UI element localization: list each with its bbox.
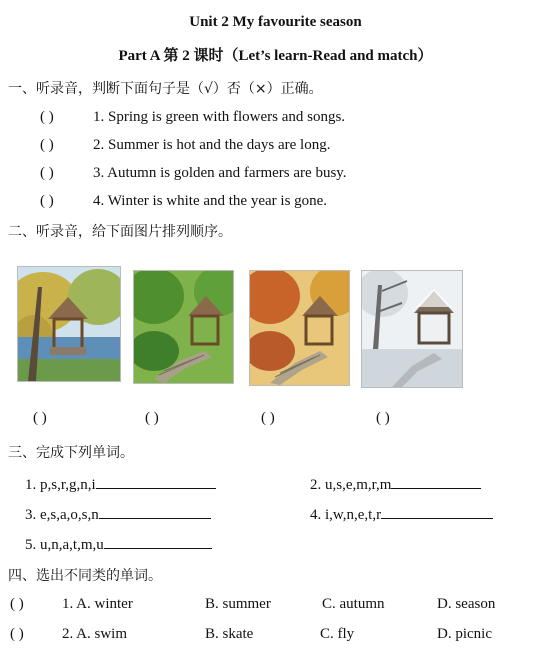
s3-blank-2[interactable] xyxy=(391,475,481,489)
s1-sentence-1: 1. Spring is green with flowers and songs. xyxy=(93,109,346,125)
s3-word-1 xyxy=(25,475,216,494)
s1-bracket-4: ( ) xyxy=(40,193,54,209)
s3-word-5 xyxy=(25,535,212,554)
s3-blank-3[interactable] xyxy=(99,505,211,519)
autumn-path-pavilion-picture xyxy=(249,270,350,386)
section4-heading: 四、选出不同类的单词。 xyxy=(8,568,162,584)
s4-q2-option-c: C. fly xyxy=(320,626,355,642)
s4-q2-option-b: B. skate xyxy=(205,626,254,642)
s1-bracket-1: ( ) xyxy=(40,109,54,125)
s3-word-2-letters: 2. u,s,e,m,r,m xyxy=(310,477,392,493)
s1-bracket-2: ( ) xyxy=(40,137,54,153)
page-subtitle: Part A 第 2 课时（Let’s learn-Read and match） xyxy=(118,48,433,64)
winter-pavilion-picture xyxy=(361,270,463,388)
s4-bracket-2: ( ) xyxy=(10,626,24,642)
s1-bracket-3: ( ) xyxy=(40,165,54,181)
section3-heading: 三、完成下列单词。 xyxy=(8,445,134,461)
s3-word-4-letters: 4. i,w,n,e,t,r xyxy=(310,507,382,523)
s3-word-1-letters: 1. p,s,r,g,n,i xyxy=(25,477,96,493)
section1-heading: 一、听录音，判断下面句子是（√）否（×）正确。 xyxy=(8,81,323,97)
s4-q2-option-a: 2. A. swim xyxy=(62,626,128,642)
s3-word-3-letters: 3. e,s,a,o,s,n xyxy=(25,507,99,523)
s4-q1-option-c: C. autumn xyxy=(322,596,385,612)
s4-q1-option-d: D. season xyxy=(437,596,496,612)
s1-sentence-3: 3. Autumn is golden and farmers are busy. xyxy=(93,165,347,181)
s3-blank-5[interactable] xyxy=(104,535,212,549)
s2-bracket-3: ( ) xyxy=(261,410,275,426)
s2-bracket-2: ( ) xyxy=(145,410,159,426)
page-title: Unit 2 My favourite season xyxy=(189,14,362,30)
s4-q2-option-d: D. picnic xyxy=(437,626,492,642)
s2-bracket-4: ( ) xyxy=(376,410,390,426)
section2-heading: 二、听录音，给下面图片排列顺序。 xyxy=(8,224,232,240)
summer-pavilion-picture xyxy=(133,270,234,384)
s3-blank-1[interactable] xyxy=(96,475,216,489)
s3-blank-4[interactable] xyxy=(381,505,493,519)
s4-q1-option-b: B. summer xyxy=(205,596,271,612)
s3-word-2 xyxy=(310,475,481,494)
s4-bracket-1: ( ) xyxy=(10,596,24,612)
s4-q1-option-a: 1. A. winter xyxy=(62,596,133,612)
s2-bracket-1: ( ) xyxy=(33,410,47,426)
s1-sentence-4: 4. Winter is white and the year is gone. xyxy=(93,193,328,209)
autumn-pavilion-picture xyxy=(17,266,121,382)
s1-sentence-2: 2. Summer is hot and the days are long. xyxy=(93,137,331,153)
s3-word-5-letters: 5. u,n,a,t,m,u xyxy=(25,537,104,553)
s3-word-4 xyxy=(310,505,493,524)
s3-word-3 xyxy=(25,505,211,524)
